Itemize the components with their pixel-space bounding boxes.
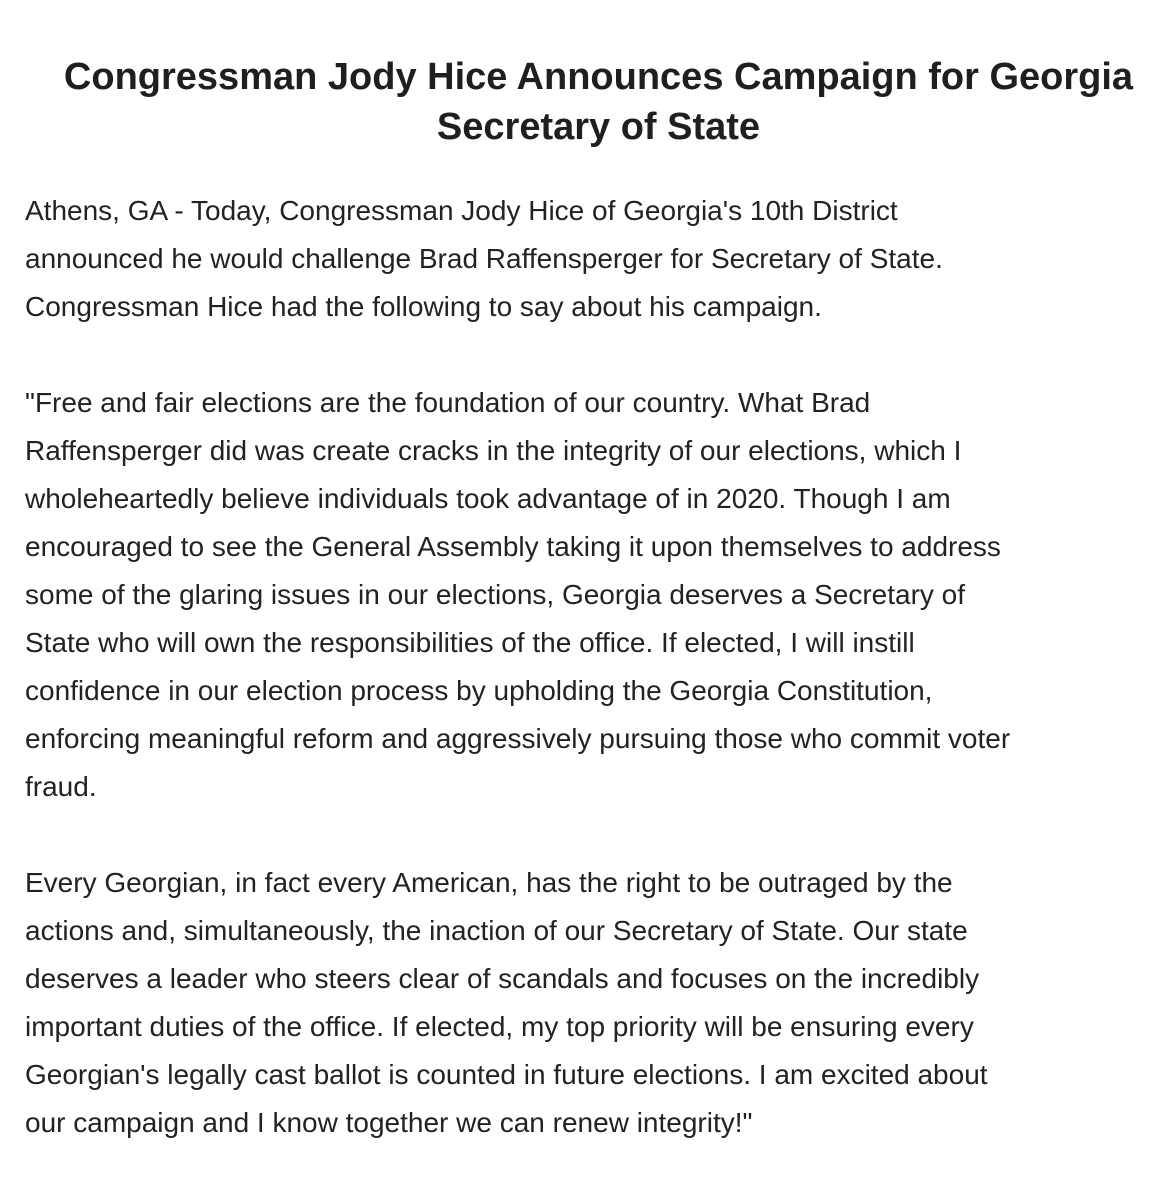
page-title: Congressman Jody Hice Announces Campaign for Georgia Secretary of State (63, 56, 1134, 148)
paragraph-quote-2: Every Georgian, in fact every American, has the right to be outraged by the actions and, simultaneously, the inaction of our Secretary of State. Our state deserves a leader who steers clear of scandals and focuses on the incredibly important duties of the office. If elected, my top priority will be ensuring every Georgian's legally cast ballot is counted in future elections. I am excited about our campaign and I know together we can renew integrity!" (25, 867, 988, 1138)
press-release (25, 52, 1160, 1147)
paragraph-quote-1: "Free and fair elections are the foundation of our country. What Brad Raffensperger did was create cracks in the integrity of our elections, which I wholeheartedly believe individuals took advantage of in 2020. Though I am encouraged to see the General Assembly taking it upon themselves to address some of the glaring issues in our elections, Georgia deserves a Secretary of State who will own the responsibilities of the office. If elected, I will instill confidence in our election process by upholding the Georgia Constitution, enforcing meaningful reform and aggressively pursuing those who commit voter fraud. (25, 387, 1011, 802)
article-body (25, 187, 1160, 1147)
paragraph-intro: Athens, GA - Today, Congressman Jody Hice of Georgia's 10th District announced he would challenge Brad Raffensperger for Secretary of State. Congressman Hice had the following to say about his campaign. (25, 195, 943, 322)
